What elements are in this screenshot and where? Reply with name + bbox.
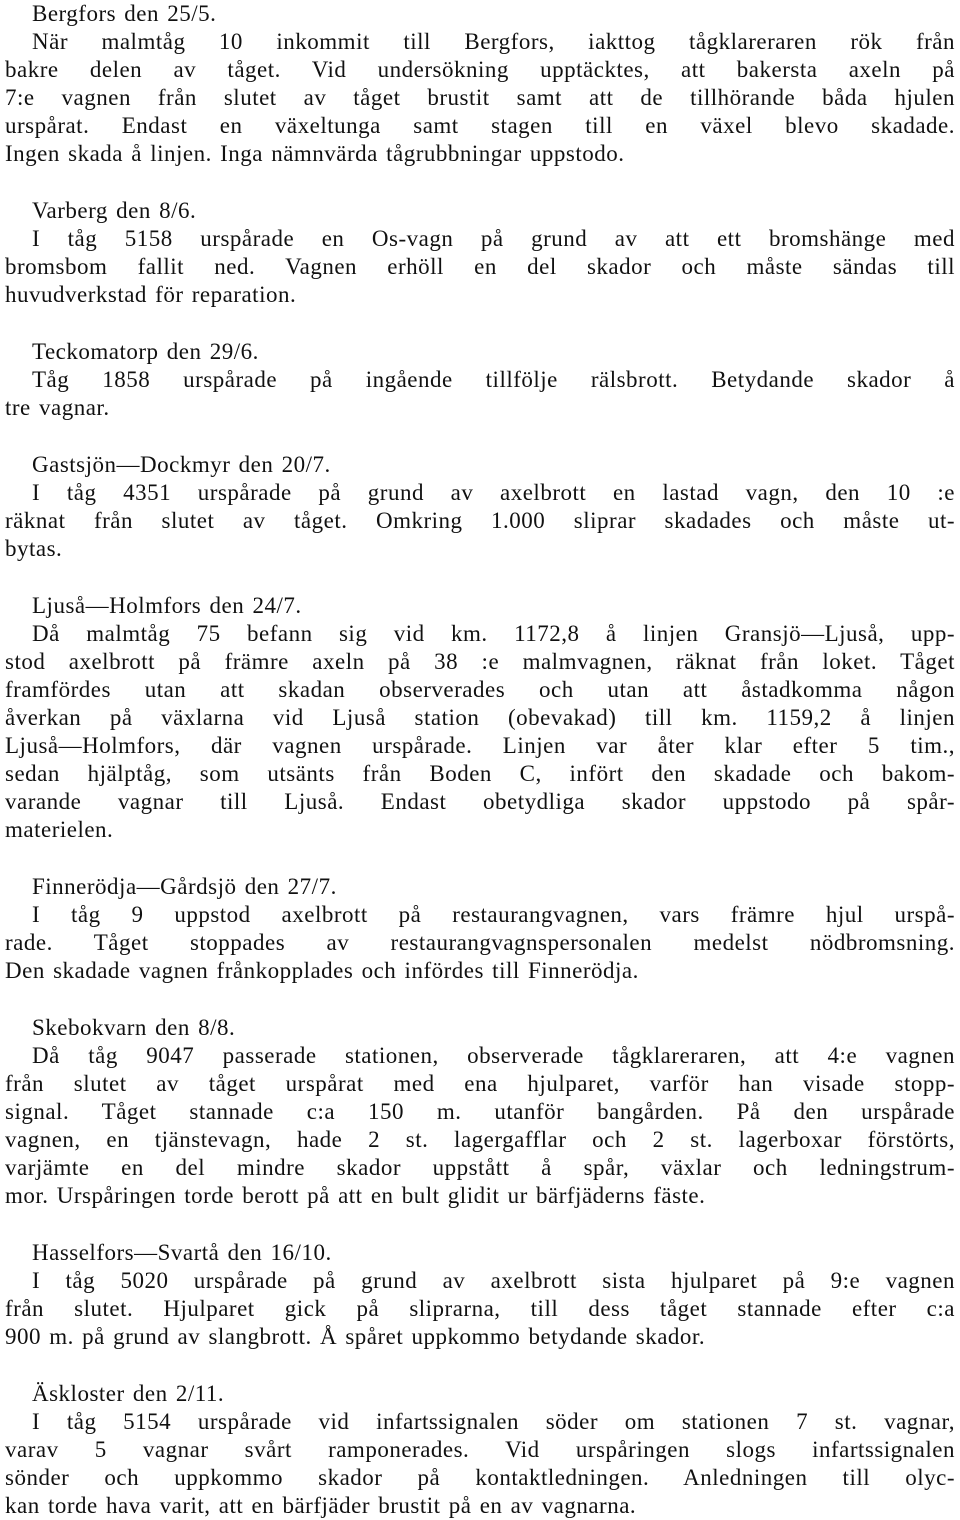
text-line: I tåg 4351 urspårade på grund av axelbrott en lastad vagn, den 10 :e bbox=[32, 480, 955, 505]
text-line: 900 m. på grund av slangbrott. Å spåret uppkommo betydande skador. bbox=[5, 1324, 706, 1349]
section-heading: Skebokvarn den 8/8. bbox=[32, 1015, 236, 1040]
section-heading: Bergfors den 25/5. bbox=[32, 1, 217, 26]
section-heading: Varberg den 8/6. bbox=[32, 198, 197, 223]
text-line: Då tåg 9047 passerade stationen, observerade tågklareraren, att 4:e vagnen bbox=[32, 1043, 955, 1068]
text-line: varande vagnar till Ljuså. Endast obetydliga skador uppstodo på spår- bbox=[5, 789, 955, 814]
text-line: Den skadade vagnen frånkopplades och infördes till Finnerödja. bbox=[5, 958, 639, 983]
text-line: urspårat. Endast en växeltunga samt stagen till en växel blevo skadade. bbox=[5, 113, 955, 138]
document-page bbox=[5, 0, 955, 1520]
section-heading: Teckomatorp den 29/6. bbox=[32, 339, 259, 364]
text-line: från slutet av tåget urspårat med ena hjulparet, varför han visade stopp- bbox=[5, 1071, 955, 1096]
text-line: Då malmtåg 75 befann sig vid km. 1172,8 å linjen Gransjö—Ljuså, upp- bbox=[32, 621, 955, 646]
text-line: Tåg 1858 urspårade på ingående tillfölje rälsbrott. Betydande skador å bbox=[32, 367, 955, 392]
text-line: mor. Urspåringen torde berott på att en bult glidit ur bärfjäderns fäste. bbox=[5, 1183, 706, 1208]
text-line: varav 5 vagnar svårt ramponerades. Vid urspåringen slogs infartssignalen bbox=[5, 1437, 955, 1462]
text-line: bakre delen av tåget. Vid undersökning upptäcktes, att bakersta axeln på bbox=[5, 57, 955, 82]
text-line: räknat från slutet av tåget. Omkring 1.000 sliprar skadades och måste ut- bbox=[5, 508, 955, 533]
text-line: vagnen, en tjänstevagn, hade 2 st. lagergafflar och 2 st. lagerboxar förstörts, bbox=[5, 1127, 955, 1152]
text-line: I tåg 5020 urspårade på grund av axelbrott sista hjulparet på 9:e vagnen bbox=[32, 1268, 955, 1293]
text-line: Ingen skada å linjen. Inga nämnvärda tågrubbningar uppstodo. bbox=[5, 141, 625, 166]
text-line: tre vagnar. bbox=[5, 395, 110, 420]
text-line: kan torde hava varit, att en bärfjäder brustit på en av vagnarna. bbox=[5, 1493, 637, 1518]
text-line: stod axelbrott på främre axeln på 38 :e malmvagnen, räknat från loket. Tåget bbox=[5, 649, 955, 674]
section-heading: Hasselfors—Svartå den 16/10. bbox=[32, 1240, 332, 1265]
text-line: I tåg 5158 urspårade en Os-vagn på grund av att ett bromshänge med bbox=[32, 226, 955, 251]
text-line: huvudverkstad för reparation. bbox=[5, 282, 297, 307]
text-line: åverkan på växlarna vid Ljuså station (obevakad) till km. 1159,2 å linjen bbox=[5, 705, 955, 730]
text-line: varjämte en del mindre skador uppstått å spår, växlar och ledningstrum- bbox=[5, 1155, 955, 1180]
section-heading: Gastsjön—Dockmyr den 20/7. bbox=[32, 452, 331, 477]
text-line: bytas. bbox=[5, 536, 63, 561]
section-heading: Äskloster den 2/11. bbox=[32, 1381, 225, 1406]
text-line: signal. Tåget stannade c:a 150 m. utanför bangården. På den urspårade bbox=[5, 1099, 955, 1124]
text-line: rade. Tåget stoppades av restaurangvagnspersonalen medelst nödbromsning. bbox=[5, 930, 955, 955]
text-line: bromsbom fallit ned. Vagnen erhöll en del skador och måste sändas till bbox=[5, 254, 955, 279]
text-line: sedan hjälptåg, som utsänts från Boden C, infört den skadade och bakom- bbox=[5, 761, 955, 786]
text-line: I tåg 9 uppstod axelbrott på restaurangvagnen, vars främre hjul urspå- bbox=[32, 902, 955, 927]
text-line: När malmtåg 10 inkommit till Bergfors, iakttog tågklareraren rök från bbox=[32, 29, 955, 54]
text-line: materielen. bbox=[5, 817, 114, 842]
section-heading: Finnerödja—Gårdsjö den 27/7. bbox=[32, 874, 337, 899]
text-line: I tåg 5154 urspårade vid infartssignalen söder om stationen 7 st. vagnar, bbox=[32, 1409, 955, 1434]
text-line: 7:e vagnen från slutet av tåget brustit samt att de tillhörande båda hjulen bbox=[5, 85, 955, 110]
text-line: Ljuså—Holmfors, där vagnen urspårade. Linjen var åter klar efter 5 tim., bbox=[5, 733, 955, 758]
text-line: sönder och uppkommo skador på kontaktledningen. Anledningen till olyc- bbox=[5, 1465, 955, 1490]
text-line: från slutet. Hjulparet gick på sliprarna, till dess tåget stannade efter c:a bbox=[5, 1296, 955, 1321]
section-heading: Ljuså—Holmfors den 24/7. bbox=[32, 593, 302, 618]
text-line: framfördes utan att skadan observerades och utan att åstadkomma någon bbox=[5, 677, 955, 702]
